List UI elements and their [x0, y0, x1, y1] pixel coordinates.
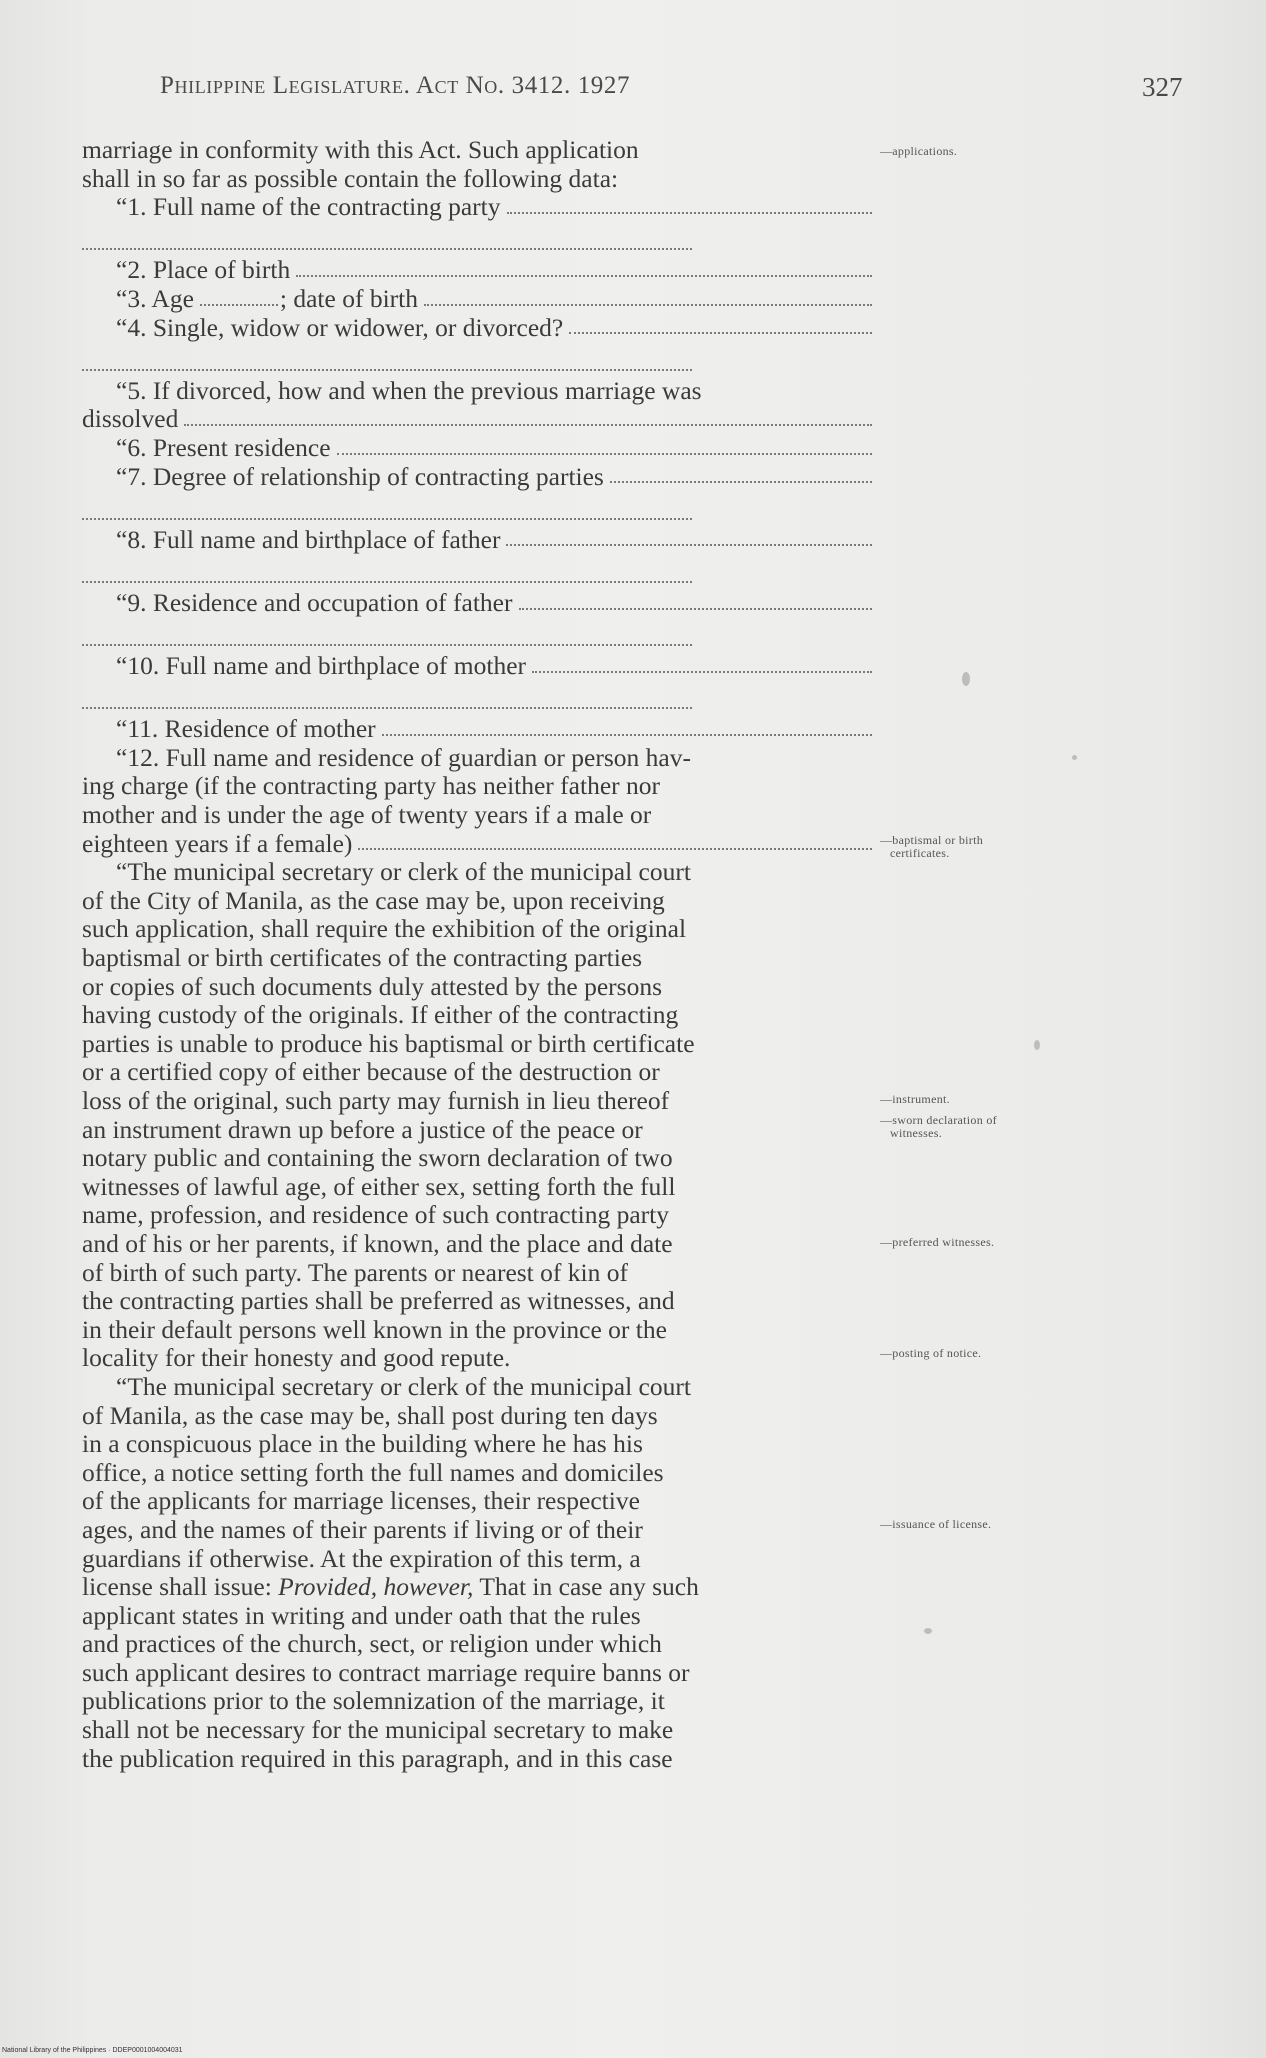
- text-line: applicant states in writing and under oath that the rules: [82, 1600, 641, 1630]
- text-line: ages, and the names of their parents if living or of their: [82, 1514, 643, 1544]
- dotted-blank: [82, 222, 692, 251]
- margin-note-instrument: —instrument.: [880, 1092, 950, 1106]
- text-line: guardians if otherwise. At the expiration of this term, a: [82, 1543, 641, 1573]
- dotted-blank: [82, 681, 692, 710]
- text-line: or copies of such documents duly attested by the persons: [82, 971, 663, 1001]
- form-item-6: “6. Present residence: [82, 434, 872, 463]
- paper-speck: [924, 1628, 932, 1634]
- text-line: in a conspicuous place in the building where he has his: [82, 1429, 643, 1459]
- form-item-11: “11. Residence of mother: [82, 715, 872, 744]
- text-line: witnesses of lawful age, of either sex, setting forth the full: [82, 1171, 676, 1201]
- text-line: parties is unable to produce his baptismal or birth certificate: [82, 1028, 695, 1058]
- text-line: of the applicants for marriage licenses, their respective: [82, 1486, 640, 1516]
- margin-note-baptismal: —baptismal or birth certificates.: [880, 833, 984, 860]
- text-line: of the City of Manila, as the case may be, upon receiving: [82, 885, 665, 915]
- margin-note-issuance: —issuance of license.: [880, 1517, 992, 1531]
- form-item-12: “12. Full name and residence of guardian or person hav-: [116, 742, 691, 772]
- margin-note-sworn-declaration: —sworn declaration of witnesses.: [880, 1113, 997, 1140]
- form-item-9: “9. Residence and occupation of father: [82, 589, 872, 618]
- text-line: or a certified copy of either because of the destruction or: [82, 1057, 660, 1087]
- text-line: and of his or her parents, if known, and the place and date: [82, 1228, 673, 1258]
- dotted-blank: [82, 618, 692, 647]
- margin-note-applications: —applications.: [880, 144, 958, 158]
- paper-speck: [1072, 755, 1077, 760]
- dotted-blank: [82, 491, 692, 520]
- text-line: locality for their honesty and good repute.: [82, 1343, 511, 1373]
- text-line: of Manila, as the case may be, shall post during ten days: [82, 1400, 658, 1430]
- form-item-4: “4. Single, widow or widower, or divorced?: [82, 314, 872, 343]
- text-line: of birth of such party. The parents or nearest of kin of: [82, 1257, 628, 1287]
- form-item-10: “10. Full name and birthplace of mother: [82, 652, 872, 681]
- paragraph-certificates: [82, 858, 872, 1373]
- form-item-2: “2. Place of birth: [82, 256, 872, 285]
- text-line: name, profession, and residence of such contracting party: [82, 1200, 669, 1230]
- text-line: license shall issue: Provided, however, That in case any such: [82, 1572, 699, 1602]
- text-line: “The municipal secretary or clerk of the municipal court: [116, 857, 691, 887]
- text-line: “The municipal secretary or clerk of the municipal court: [116, 1371, 691, 1401]
- text-line: marriage in conformity with this Act. Such application: [82, 135, 639, 164]
- text-line: such application, shall require the exhibition of the original: [82, 914, 687, 944]
- text-line: baptismal or birth certificates of the contracting parties: [82, 943, 643, 973]
- form-item-5-cont: dissolved: [82, 405, 872, 434]
- text-line: and practices of the church, sect, or religion under which: [82, 1629, 662, 1659]
- margin-note-preferred-witnesses: —preferred witnesses.: [880, 1235, 995, 1249]
- paper-speck: [962, 672, 970, 686]
- scan-credit: National Library of the Philippines · DDEP0001004004031: [2, 2047, 183, 2054]
- form-item-5: “5. If divorced, how and when the previous marriage was: [116, 375, 702, 405]
- form-item-8: “8. Full name and birthplace of father: [82, 526, 872, 555]
- text-line: an instrument drawn up before a justice of the peace or: [82, 1114, 643, 1144]
- text-line: shall in so far as possible contain the following data:: [82, 163, 619, 193]
- text-line: notary public and containing the sworn declaration of two: [82, 1143, 673, 1173]
- text-line: having custody of the originals. If either of the contracting: [82, 1000, 679, 1030]
- form-item-3: “3. Age ; date of birth: [82, 285, 872, 314]
- dotted-blank: [82, 554, 692, 583]
- running-header: [160, 72, 820, 100]
- form-item-1: “1. Full name of the contracting party: [82, 193, 872, 222]
- text-line: ing charge (if the contracting party has neither father nor: [82, 771, 660, 801]
- margin-note-posting: —posting of notice.: [880, 1346, 982, 1360]
- form-item-7: “7. Degree of relationship of contracting parties: [82, 463, 872, 492]
- text-line: the contracting parties shall be preferred as witnesses, and: [82, 1286, 675, 1316]
- text-line: such applicant desires to contract marriage require banns or: [82, 1657, 690, 1687]
- text-line: office, a notice setting forth the full names and domiciles: [82, 1457, 664, 1487]
- text-line: shall not be necessary for the municipal secretary to make: [82, 1715, 674, 1745]
- paragraph-posting-notice: [82, 1373, 872, 1573]
- form-item-12-cont: eighteen years if a female): [82, 830, 872, 859]
- text-line: mother and is under the age of twenty years if a male or: [82, 800, 652, 830]
- paper-speck: [1034, 1040, 1040, 1050]
- text-line: the publication required in this paragraph, and in this case: [82, 1743, 673, 1773]
- running-title: Philippine Legislature. Act No. 3412. 1927: [160, 72, 631, 99]
- text-line: loss of the original, such party may furnish in lieu thereof: [82, 1086, 670, 1115]
- page-number: 327: [1142, 72, 1183, 102]
- paragraph-posting-notice-cont: [82, 1602, 872, 1774]
- dotted-blank: [82, 342, 692, 371]
- text-line: in their default persons well known in the province or the: [82, 1314, 667, 1344]
- text-line: publications prior to the solemnization of the marriage, it: [82, 1686, 665, 1716]
- main-text: [82, 136, 872, 1773]
